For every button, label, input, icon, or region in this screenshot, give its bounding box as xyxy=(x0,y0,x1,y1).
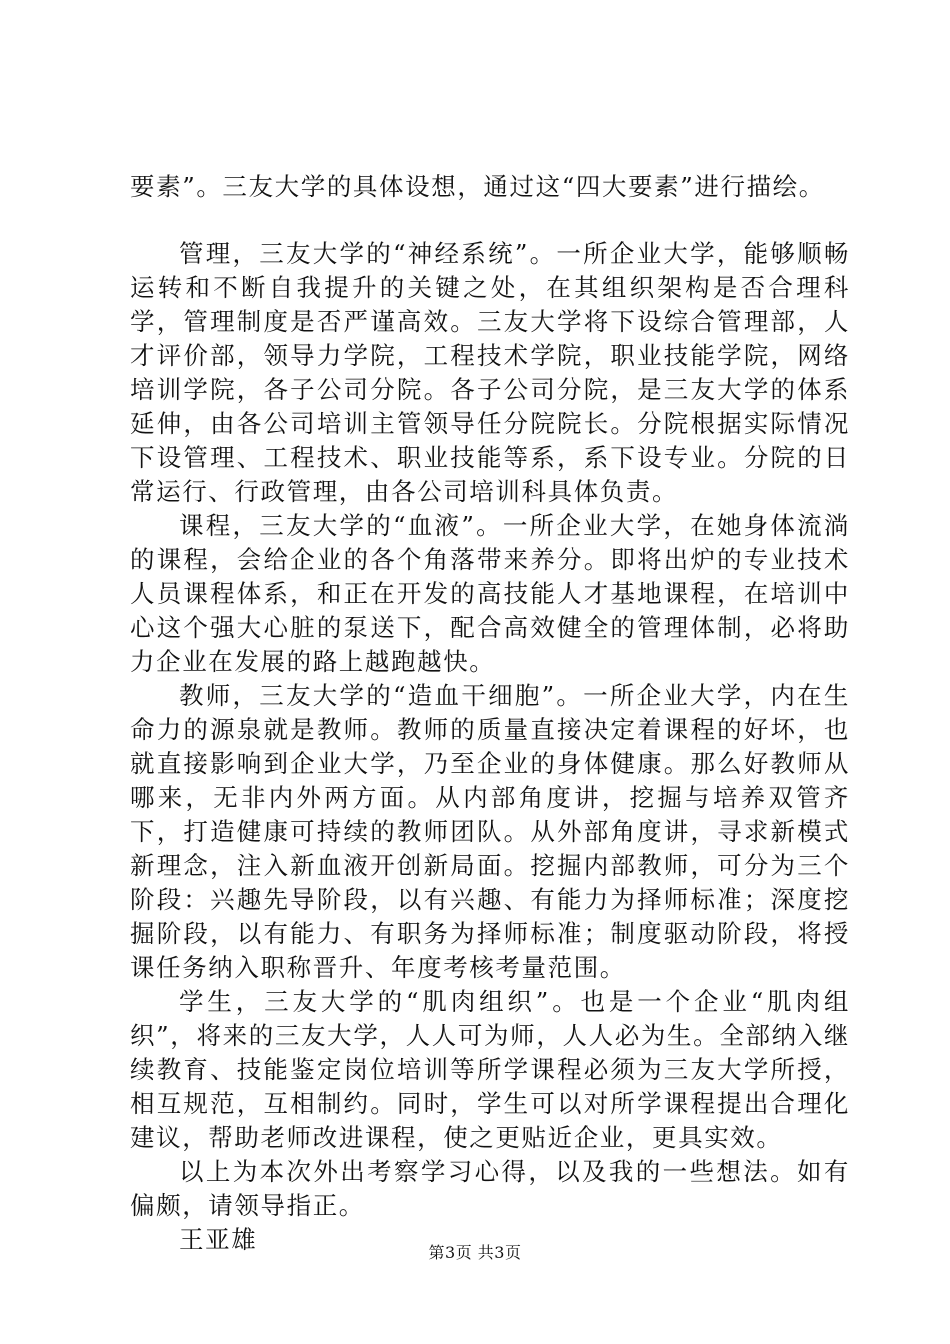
document-body xyxy=(130,170,850,1257)
paragraph-intro-continuation: 要素”。三友大学的具体设想，通过这“四大要素”进行描绘。 xyxy=(130,172,825,201)
page-number-footer: 第3页 共3页 xyxy=(428,1243,522,1262)
paragraph-management: 管理，三友大学的“神经系统”。一所企业大学，能够顺畅运转和不断自我提升的关键之处，在其组织架构是否合理科学，管理制度是否严谨高效。三友大学将下设综合管理部，人才评价部，领导力学院，工程技术学院，职业技能学院，网络培训学院，各子公司分院。各子公司分院，是三友大学的体系延伸，由各公司培训主管领导任分院院长。分院根据实际情况下设管理、工程技术、职业技能等系，系下设专业。分院的日常运行、行政管理，由各公司培训科具体负责。 xyxy=(130,239,850,506)
author-signature: 王亚雄 xyxy=(179,1225,258,1254)
paragraph-curriculum: 课程，三友大学的“血液”。一所企业大学，在她身体流淌的课程，会给企业的各个角落带来养分。即将出炉的专业技术人员课程体系，和正在开发的高技能人才基地课程，在培训中心这个强大心脏的泵送下，配合高效健全的管理体制，必将助力企业在发展的路上越跑越快。 xyxy=(130,511,850,676)
paragraph-teachers: 教师，三友大学的“造血干细胞”。一所企业大学，内在生命力的源泉就是教师。教师的质量直接决定着课程的好坏，也就直接影响到企业大学，乃至企业的身体健康。那么好教师从哪来，无非内外两方面。从内部角度讲，挖掘与培养双管齐下，打造健康可持续的教师团队。从外部角度讲，寻求新模式新理念，注入新血液开创新局面。挖掘内部教师，可分为三个阶段：兴趣先导阶段，以有兴趣、有能力为择师标准；深度挖掘阶段，以有能力、有职务为择师标准；制度驱动阶段，将授课任务纳入职称晋升、年度考核考量范围。 xyxy=(130,681,850,982)
paragraph-students: 学生，三友大学的“肌肉组织”。也是一个企业“肌肉组织”，将来的三友大学，人人可为师，人人必为生。全部纳入继续教育、技能鉴定岗位培训等所学课程必须为三友大学所授，相互规范，互相制约。同时，学生可以对所学课程提出合理化建议，帮助老师改进课程，使之更贴近企业，更具实效。 xyxy=(130,987,850,1152)
paragraph-closing: 以上为本次外出考察学习心得，以及我的一些想法。如有偏颇，请领导指正。 xyxy=(130,1157,850,1220)
